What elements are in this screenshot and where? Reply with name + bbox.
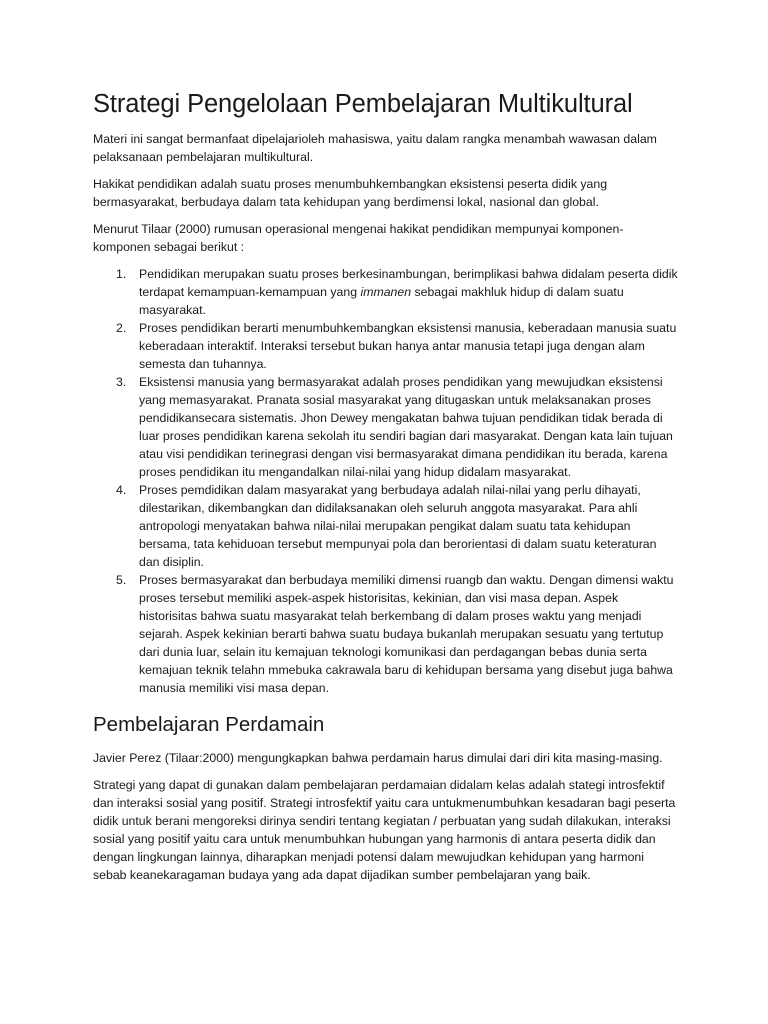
list-italic-term: immanen [360,285,412,299]
list-text: Pendidikan merupakan suatu proses berkesinambungan, berimplikasi bahwa didalam peserta didik terdapat kemampuan-kemampuan yang [139,267,678,299]
list-text: Proses pendidikan berarti menumbuhkembangkan eksistensi manusia, keberadaan manusia suatu keberadaan interaktif. Interaksi tersebut bukan hanya antar manusia tetapi juga dengan alam semesta dan tuhannya. [139,321,677,371]
intro-paragraph: Materi ini sangat bermanfaat dipelajarioleh mahasiswa, yaitu dalam rangka menambah wawasan dalam pelaksanaan pembelajaran multikultural. [93,132,657,164]
list-text: Eksistensi manusia yang bermasyarakat adalah proses pendidikan yang mewujudkan eksistensi yang memasyarakat. Pranata sosial masyarakat yang ditugaskan untuk melaksanakan proses pendidikansecara sistematis. Jhon Dewey mengakatan bahwa tujuan pendidikan tidak berada di luar proses pendidikan karena sekolah itu sendiri bagian dari masyarakat. Dengan kata lain tujuan atau visi pendidikan terinegrasi dengan visi bermasyarakat dimana pendidikan itu berada, karena proses pendidikan itu mengandalkan nilai-nilai yang hidup didalam masyarakat. [139,375,673,479]
list-number: 5. [116,573,127,587]
perez-paragraph: Javier Perez (Tilaar:2000) mengungkapkan bahwa perdamain harus dimulai dari diri kita masing-masing. [93,751,663,765]
components-list [93,265,678,697]
list-item [93,373,678,481]
list-item [93,265,678,319]
list-text: Proses bermasyarakat dan berbudaya memiliki dimensi ruangb dan waktu. Dengan dimensi waktu proses tersebut memiliki aspek-aspek historisitas, kekinian, dan visi masa depan. Aspek historisitas bahwa suatu masyarakat telah berkembang di dalam proses waktu yang menjadi sejarah. Aspek kekinian berarti bahwa suatu budaya bukanlah merupakan sesuatu yang tertutup dari dunia luar, selain itu kemajuan teknologi komunikasi dan perdagangan bebas dunia serta kemajuan teknik telahn mmebuka cakrawala baru di kehidupan bersama yang disebut juga bahwa manusia memiliki visi masa depan. [139,573,674,695]
document-page [93,86,678,893]
list-number: 3. [116,375,127,389]
hakikat-paragraph: Hakikat pendidikan adalah suatu proses menumbuhkembangkan eksistensi peserta didik yang bermasyarakat, berbudaya dalam tata kehidupan yang berdimensi lokal, nasional dan global. [93,177,608,209]
strategy-paragraph: Strategi yang dapat di gunakan dalam pembelajaran perdamaian didalam kelas adalah stategi introsfektif dan interaksi sosial yang positif. Strategi introsfektif yaitu cara untukmenumbuhkan kesadaran bagi peserta didik untuk berani mengoreksi dirinya sendiri tentang kegiatan / perbuatan yang sudah dilakukan, interaksi sosial yang positif yaitu cara untuk menumbuhkan hubungan yang harmonis di antara peserta didik dan dengan lingkungan lainnya, diharapkan menjadi potensi dalam mewujudkan kehidupan yang harmoni sebab keanekaragaman budaya yang ada dapat dijadikan sumber pembelajaran yang baik. [93,778,676,882]
list-item [93,571,678,697]
list-number: 1. [116,267,127,281]
list-item [93,481,678,571]
list-text-continued: sebagai makhluk hidup di dalam suatu masyarakat. [139,285,624,317]
list-number: 2. [116,321,127,335]
document-title: Strategi Pengelolaan Pembelajaran Multikultural [93,90,633,118]
tilaar-paragraph: Menurut Tilaar (2000) rumusan operasional mengenai hakikat pendidikan mempunyai komponen-komponen sebagai berikut : [93,222,624,254]
list-number: 4. [116,483,127,497]
section-heading: Pembelajaran Perdamain [93,713,325,736]
list-item [93,319,678,373]
list-text: Proses pemdidikan dalam masyarakat yang berbudaya adalah nilai-nilai yang perlu dihayati, dilestarikan, dikembangkan dan didilaksanakan oleh seluruh anggota masyarakat. Para ahli antropologi menyatakan bahwa nilai-nilai merupakan pengikat dalam suatu tata kehidupan bersama, tata kehiduoan tersebut mempunyai pola dan berorientasi di dalam suatu keteraturan dan disiplin. [139,483,657,569]
